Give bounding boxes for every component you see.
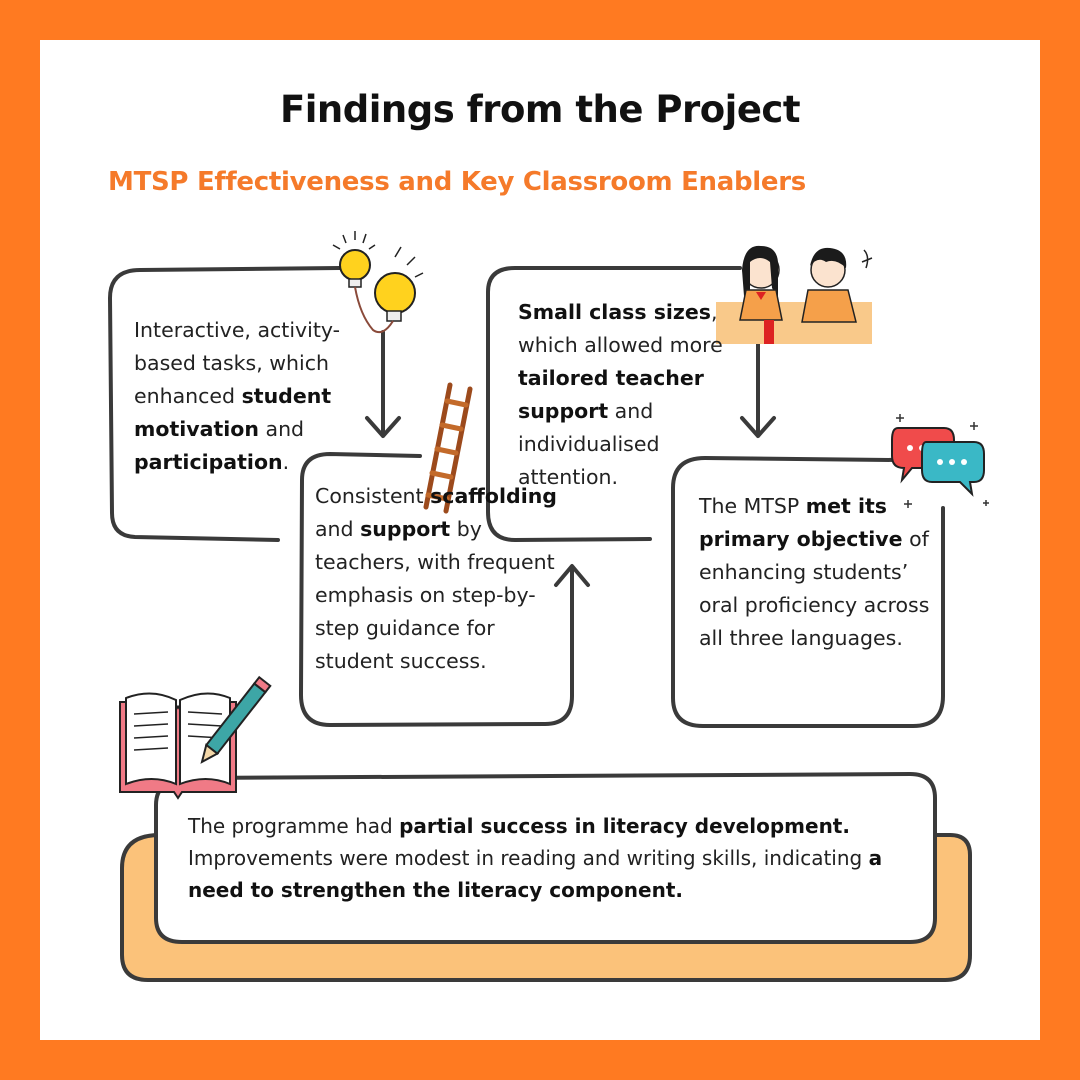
page-title: Findings from the Project: [279, 88, 801, 131]
card-class-size-text: Small class sizes, which allowed more tailored teacher support and individualised attention.: [518, 300, 723, 489]
card-activity-text: Interactive, activity-based tasks, which enhanced student motivation and participation.: [134, 318, 341, 474]
card-objective-text: The MTSP met its primary objective of enhancing students’ oral proficiency across all three languages.: [699, 494, 930, 650]
literacy-text: The programme had partial success in literacy development. Improvements were modest in reading and writing skills, indicating a need to strengthen the literacy component.: [188, 814, 883, 902]
students-icon: [716, 246, 872, 344]
arrow-down-1: [367, 332, 399, 436]
card-scaffolding-text: Consistent scaffolding and support by teachers, with frequent emphasis on step-by-step guidance for student success.: [315, 484, 557, 673]
arrow-down-3: [742, 340, 774, 436]
content-panel: [40, 40, 1040, 1040]
page-subtitle: MTSP Effectiveness and Key Classroom Enablers: [108, 167, 806, 197]
